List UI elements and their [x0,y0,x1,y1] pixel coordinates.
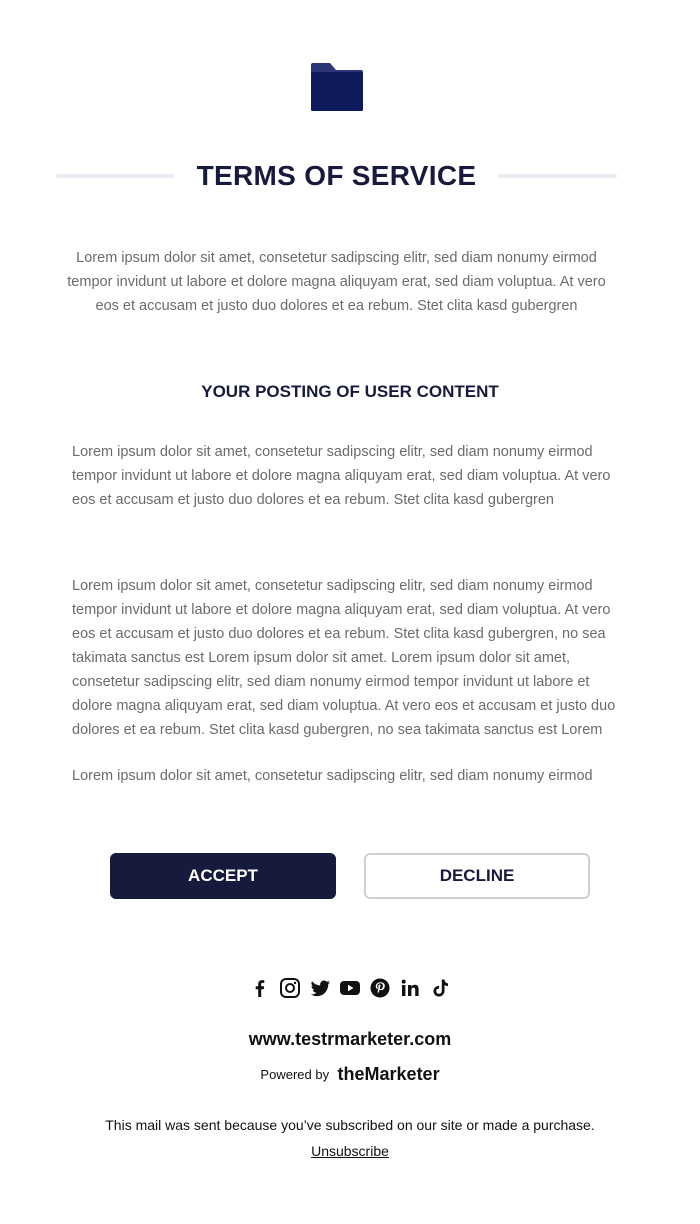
social-links [0,976,700,1000]
facebook-icon[interactable] [249,976,271,1000]
folder-icon [311,63,363,111]
pinterest-icon[interactable] [369,976,391,1000]
powered-by [0,1064,700,1085]
website-link[interactable]: www.testrmarketer.com [248,1029,452,1049]
title-divider-left [56,174,175,178]
mail-notice: This mail was sent because you’ve subscribed on our site or made a purchase. [105,1117,595,1133]
twitter-icon[interactable] [309,976,331,1000]
section-title: YOUR POSTING OF USER CONTENT [201,382,499,401]
decline-button[interactable]: DECLINE [364,853,590,899]
section-paragraph: Lorem ipsum dolor sit amet, consetetur sadipscing elitr, sed diam nonumy eirmod tempor invidunt ut labore et dolore magna aliquyam erat, sed diam voluptua. At vero eos et accusam et justo duo dolores et ea rebum. Stet clita kasd gubergren, no sea takimata sanctus est Lorem ipsum dolor sit amet. Lorem ipsum dolor sit amet, consetetur sadipscing elitr, sed diam nonumy eirmod tempor invidunt ut labore et dolore magna aliquyam erat, sed diam voluptua. At vero eos et accusam et justo duo dolores et ea rebum. Stet clita kasd gubergren, no sea takimata sanctus est Lorem [72,578,616,738]
youtube-icon[interactable] [339,976,361,1000]
powered-by-label: Powered by [260,1067,330,1082]
unsubscribe-link[interactable]: Unsubscribe [311,1143,389,1159]
tiktok-icon[interactable] [429,976,451,1000]
section-paragraph: Lorem ipsum dolor sit amet, consetetur sadipscing elitr, sed diam nonumy eirmod tempor invidunt ut labore et dolore magna aliquyam erat, sed diam voluptua. At vero eos et accusam et justo duo dolores et ea rebum. Stet clita kasd gubergren [72,444,611,508]
page-title: TERMS OF SERVICE [196,160,477,191]
section-paragraph: Lorem ipsum dolor sit amet, consetetur sadipscing elitr, sed diam nonumy eirmod [72,768,593,784]
title-divider-right [498,174,617,178]
page-header [56,156,617,196]
linkedin-icon[interactable] [399,976,421,1000]
instagram-icon[interactable] [279,976,301,1000]
accept-button[interactable]: ACCEPT [110,853,336,899]
intro-text: Lorem ipsum dolor sit amet, consetetur sadipscing elitr, sed diam nonumy eirmod tempor invidunt ut labore et dolore magna aliquyam erat, sed diam voluptua. At vero eos et accusam et justo duo dolores et ea rebum. Stet clita kasd gubergren [67,250,606,314]
brand-name: theMarketer [337,1064,440,1084]
